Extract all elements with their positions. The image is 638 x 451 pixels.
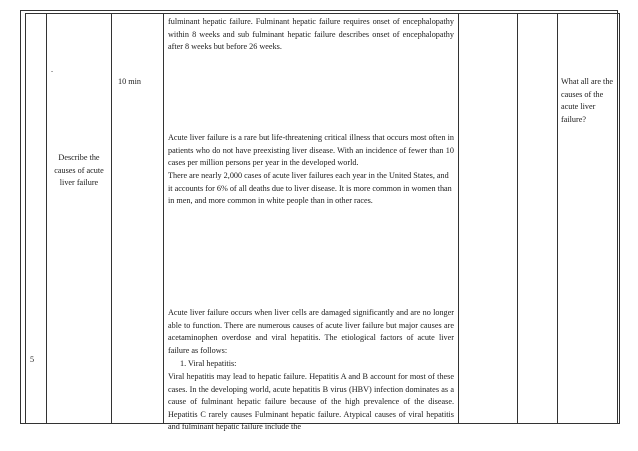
question-text: What all are the causes of the acute liver failure? [561,77,614,124]
duration-cell [112,14,164,424]
content-cell [164,14,459,432]
content-paragraph-2: Acute liver failure is a rare but life-threatening critical illness that occurs most often in patients who do not have preexisting liver disease. With an incidence of fewer than 10 cases per million persons per year in the developed world. [168,133,454,168]
duration-text: 10 min [118,77,141,86]
serial-cell [26,14,47,424]
table-row [26,14,620,424]
content-paragraph-1: fulminant hepatic failure. Fulminant hepatic failure requires onset of encephalopathy within 8 weeks and sub fulminant hepatic failure describes onset of encephalopathy after 8 weeks but before 26 weeks. [168,17,454,52]
content-paragraph-2b: There are nearly 2,000 cases of acute liver failures each year in the United States, and it accounts for 6% of all deaths due to liver disease. It is more common in women than in men, and more common in white people than in other races. [168,171,452,206]
objective-cell [47,14,112,424]
content-paragraph-4: Viral hepatitis may lead to hepatic failure. Hepatitis A and B account for most of these cases. In the developing world, acute hepatitis B virus (HBV) infection dominates as a cause of fulminant hepatic failure because of the high prevalence of the disease. Hepatitis C rarely causes Fulminant hepatic failure. Atypical causes of viral hepatitis and fulminant hepatic failure include the [168,372,454,432]
row-number: 5 [30,355,35,364]
empty-cell-2 [518,14,558,424]
empty-cell-1 [459,14,518,424]
objective-text: Describe the causes of acute liver failure [54,153,104,188]
bullet-mark: . [51,65,54,74]
question-cell [558,14,620,424]
list-item-viral-hepatitis: 1. Viral hepatitis: [180,359,237,368]
content-paragraph-3: Acute liver failure occurs when liver cells are damaged significantly and are no longer able to function. There are numerous causes of acute liver failure but major causes are acetaminophen overdose and viral hepatitis. The etiological factors of acute liver failure as follows: [168,308,454,355]
lesson-plan-table [25,13,620,432]
